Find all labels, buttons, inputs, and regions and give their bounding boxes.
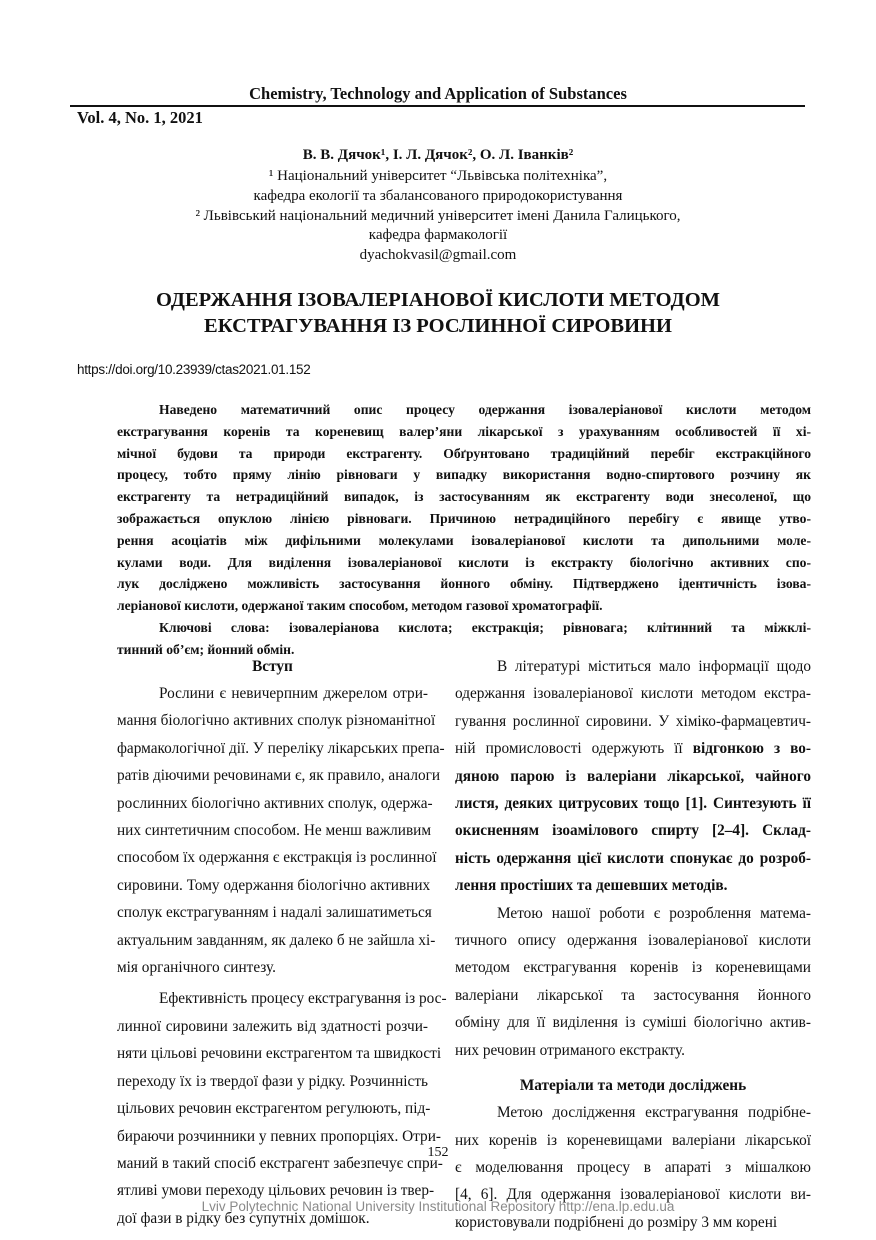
text-segment: Метою нашої роботи є розроблення матема- — [497, 904, 811, 922]
abstract-line: екстрагування коренів та кореневищ валер’яни лікарської з урахуванням особливостей її хі- — [117, 423, 811, 439]
section-heading-intro: Вступ — [252, 658, 293, 675]
abstract-line: мічної будови та природи екстрагенту. Обґрунтовано традиційний перебіг екстракційного — [117, 445, 811, 461]
text-segment: них речовин отриманого екстракту. — [455, 1041, 685, 1059]
text-line — [455, 763, 811, 790]
text-line: ратів діючими речовинами є, як правило, аналоги — [117, 767, 441, 785]
text-line: цільових речовин екстрагентом регулюють, під- — [117, 1100, 431, 1118]
header-rule — [70, 105, 805, 107]
bold-text: відгонкою з во- — [692, 740, 811, 758]
volume-info: Vol. 4, No. 1, 2021 — [77, 108, 203, 127]
section-heading-methods: Матеріали та методи досліджень — [519, 1077, 747, 1095]
text-line — [455, 872, 811, 899]
text-segment: Метою дослідження екстрагування подрібне- — [497, 1104, 811, 1122]
affiliations — [0, 167, 876, 266]
text-segment: користовували подрібнені до розміру 3 мм корені — [455, 1213, 778, 1231]
text-line: сполук екстрагуванням і надалі залишатиметься — [117, 904, 432, 922]
abstract-line: кулами води. Для виділення ізовалеріанової кислоти із екстракту біологічно активних спо- — [117, 554, 811, 570]
affiliation-line: кафедра фармакології — [368, 227, 508, 244]
abstract-line: Ключові слова: ізовалеріанова кислота; екстракція; рівновага; клітинний та міжклі- — [159, 619, 811, 635]
text-line — [455, 927, 811, 954]
doi-link[interactable]: https://doi.org/10.23939/ctas2021.01.152 — [77, 362, 311, 377]
text-segment: є моделювання процесу в апараті з мішалкою — [455, 1158, 811, 1176]
text-line — [455, 1037, 811, 1064]
text-segment: методом екстрагування коренів із кореневищами — [455, 959, 811, 977]
text-line: няти цільові речовини екстрагентом та швидкості — [117, 1045, 442, 1063]
bold-text: окисненням ізоамілового спирту [2–4]. Склад- — [455, 822, 811, 840]
text-line: линної сировини залежить від здатності розчи- — [117, 1017, 428, 1035]
journal-title: Chemistry, Technology and Application of Substances — [249, 84, 627, 103]
text-line — [455, 735, 811, 762]
abstract-line: екстрагенту та нетрадиційний випадок, із застосуванням як екстрагенту води знесоленої, що — [117, 489, 811, 505]
bold-text: дяною парою із валеріани лікарської, чайного — [455, 767, 811, 785]
text-line — [455, 680, 811, 707]
page-number: 152 — [427, 1145, 449, 1160]
text-segment: обміну для її виділення із суміші біологічно актив- — [455, 1014, 811, 1032]
affiliation-line: ² Львівський національний медичний університет імені Данила Галицького, — [195, 207, 681, 224]
bold-text: ність одержання цієї кислоти спонукає до розроб- — [455, 849, 811, 867]
title-line: ОДЕРЖАННЯ ІЗОВАЛЕРІАНОВОЇ КИСЛОТИ МЕТОДОМ — [155, 289, 720, 311]
affiliation-line: кафедра екології та збалансованого природокористування — [253, 187, 623, 204]
text-line: дої фази в рідку без супутніх домішок. — [117, 1209, 370, 1227]
text-line: переходу їх із твердої фази у рідку. Розчинність — [117, 1072, 428, 1090]
text-line: фармакологічної дії. У переліку лікарських препа- — [117, 739, 445, 757]
text-segment: тичного опису одержання ізовалеріанової кислоти — [455, 932, 811, 950]
text-segment: гування рослинної сировини. У хіміко-фармацевтич- — [455, 712, 811, 730]
abstract-line: лук досліджено можливість застосування йонного обміну. Підтверджено ідентичність ізова- — [117, 576, 811, 592]
text-line — [455, 817, 811, 844]
text-segment: них коренів із кореневищами валеріани лікарської — [455, 1131, 811, 1149]
text-line — [455, 1099, 811, 1126]
text-line: бираючи розчинники у певних пропорціях. Отри- — [117, 1127, 441, 1145]
abstract-line: Наведено математичний опис процесу одержання ізовалеріанової кислоти методом — [159, 402, 811, 417]
abstract-line: тинний об’єм; йонний обмін. — [117, 641, 295, 657]
text-line: рослинних біологічно активних сполук, одержа- — [117, 794, 433, 812]
abstract-line: леріанової кислоти, одержаної таким способом, методом газової хроматографії. — [117, 598, 603, 614]
text-line: маний в такий спосіб екстрагент забезпечує спри- — [117, 1154, 443, 1172]
text-line: мання біологічно активних сполук різноманітної — [117, 712, 436, 730]
abstract-line: зображається опуклою лінією рівноваги. Причиною нетрадиційного перебігу є явище утво- — [117, 510, 811, 526]
text-line — [455, 900, 811, 927]
text-segment: В літературі міститься мало інформації щодо — [497, 658, 811, 675]
text-line — [455, 982, 811, 1009]
repository-footer: Lviv Polytechnic National University Institutional Repository http://ena.lp.edu.ua — [201, 1199, 675, 1214]
text-segment: одержання ізовалеріанової кислоти методом екстра- — [455, 685, 811, 703]
text-segment: ній промисловості одержують її — [455, 740, 693, 758]
text-line: способом їх одержання є екстракція із рослинної — [117, 849, 437, 867]
text-line: Ефективність процесу екстрагування із рос- — [159, 990, 447, 1008]
paragraph — [455, 900, 811, 1064]
section-gap — [455, 1064, 811, 1072]
authors: В. В. Дячок¹, І. Л. Дячок², О. Л. Іванків² — [302, 147, 574, 163]
abstract-line: процесу, тобто пряму лінію рівноваги у випадку використання водно-спиртового розчину як — [117, 467, 811, 483]
text-line: Рослини є невичерпним джерелом отри- — [159, 685, 428, 702]
paragraph — [455, 1099, 811, 1236]
text-segment: [4, 6]. Для одержання ізовалеріанової кислоти ви- — [455, 1186, 811, 1204]
article-title — [0, 287, 876, 339]
paragraph — [455, 653, 811, 900]
title-line: ЕКСТРАГУВАННЯ ІЗ РОСЛИННОЇ СИРОВИНИ — [204, 315, 672, 337]
paragraph — [117, 680, 445, 981]
text-line — [455, 954, 811, 981]
text-segment: валеріани лікарської та застосування йонного — [455, 986, 811, 1004]
text-line — [455, 708, 811, 735]
text-line — [455, 845, 811, 872]
text-line — [455, 790, 811, 817]
text-line: актуальним завданням, як далеко б не зайшла хі- — [117, 931, 436, 949]
bold-text: листя, деяких цитрусових тощо [1]. Синтезують її — [455, 795, 811, 813]
text-line: мія органічного синтезу. — [117, 959, 276, 977]
text-line: ятливі умови переходу цільових речовин із твер- — [117, 1182, 435, 1200]
affiliation-line: ¹ Національний університет “Львівська політехніка”, — [268, 168, 608, 184]
bold-text: лення простіших та дешевших методів. — [455, 877, 728, 895]
author-email[interactable]: dyachokvasil@gmail.com — [359, 247, 517, 264]
text-line: них синтетичним способом. Не менш важливим — [117, 822, 432, 840]
abstract-line: рення асоціатів між дифільними молекулами ізовалеріанової кислоти та дипольними моле- — [117, 532, 811, 548]
text-line: сировини. Тому одержання біологічно активних — [117, 876, 431, 894]
text-line — [455, 1009, 811, 1036]
abstract — [117, 399, 811, 661]
text-line — [455, 653, 811, 680]
